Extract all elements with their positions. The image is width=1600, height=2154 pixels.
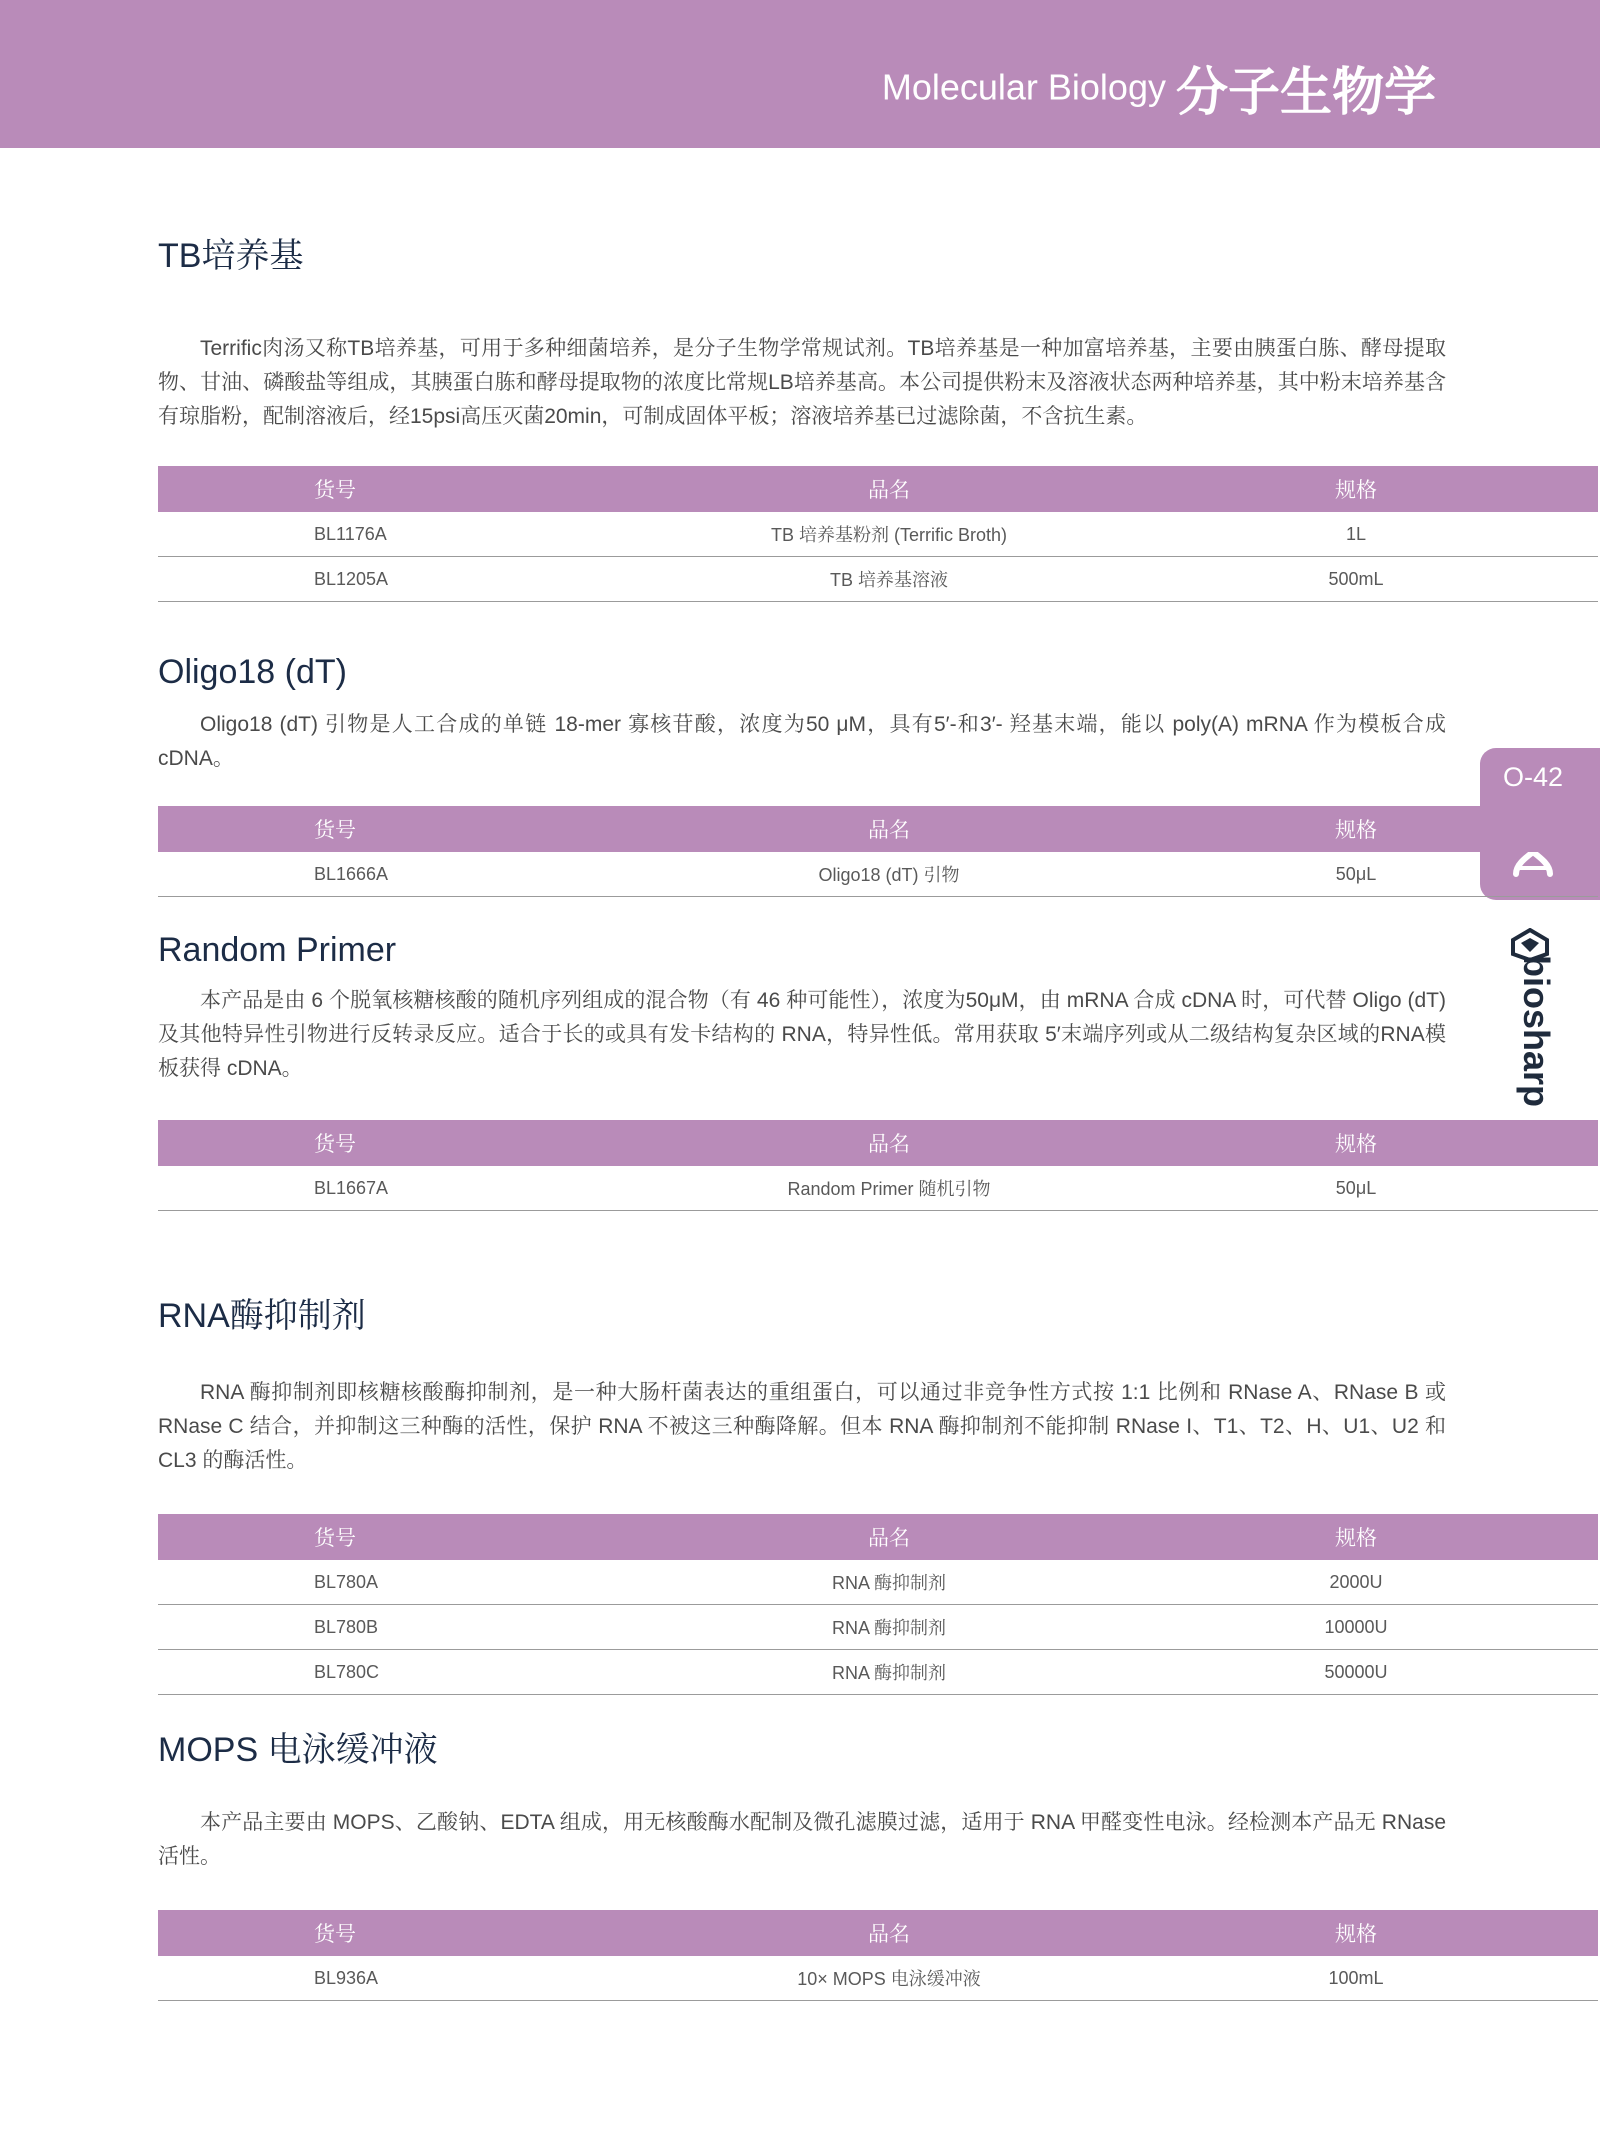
- col-spec-header: 规格: [1114, 466, 1598, 512]
- page-header: [0, 0, 1600, 148]
- cell-sku: BL780C: [158, 1650, 664, 1695]
- product-table: [158, 1120, 1598, 1211]
- cell-spec: 10000U: [1114, 1605, 1598, 1650]
- table-header-row: [158, 1514, 1598, 1560]
- table-row: [158, 1650, 1598, 1695]
- cell-sku: BL1176A: [158, 512, 664, 557]
- section-title: Random Primer: [158, 931, 397, 969]
- section-random-primer: [158, 930, 1446, 1211]
- cell-sku: BL780A: [158, 1560, 664, 1605]
- table-row: [158, 1166, 1598, 1211]
- cell-sku: BL1666A: [158, 852, 664, 897]
- section-mops-buffer: [158, 1730, 1446, 2001]
- col-sku-header: 货号: [158, 806, 664, 852]
- col-spec-header: 规格: [1114, 1514, 1598, 1560]
- section-title: MOPS 电泳缓冲液: [158, 1731, 438, 1769]
- cell-name: TB 培养基粉剂 (Terrific Broth): [664, 512, 1114, 557]
- header-title-en: Molecular Biology: [881, 66, 1166, 108]
- table-row: [158, 512, 1598, 557]
- section-title: Oligo18 (dT): [158, 653, 347, 691]
- col-sku-header: 货号: [158, 1514, 664, 1560]
- cell-sku: BL1667A: [158, 1166, 664, 1211]
- section-description: Oligo18 (dT) 引物是人工合成的单链 18-mer 寡核苷酸，浓度为50 μM，具有5′-和3′- 羟基末端，能以 poly(A) mRNA 作为模板合成 cDNA。: [158, 713, 1446, 770]
- product-table: [158, 806, 1598, 897]
- table-header-row: [158, 1910, 1598, 1956]
- col-name-header: 品名: [664, 466, 1114, 512]
- table-row: [158, 1560, 1598, 1605]
- section-description: Terrific肉汤又称TB培养基，可用于多种细菌培养，是分子生物学常规试剂。TB培养基是一种加富培养基，主要由胰蛋白胨、酵母提取物、甘油、磷酸盐等组成，其胰蛋白胨和酵母提取物的浓度比常规LB培养基高。本公司提供粉末及溶液状态两种培养基，其中粉末培养基含有琼脂粉，配制溶液后，经15psi高压灭菌20min，可制成固体平板；溶液培养基已过滤除菌，不含抗生素。: [158, 337, 1446, 428]
- table-row: [158, 557, 1598, 602]
- cell-name: RNA 酶抑制剂: [664, 1605, 1114, 1650]
- product-table: [158, 466, 1598, 602]
- cell-name: 10× MOPS 电泳缓冲液: [664, 1956, 1114, 2001]
- cell-sku: BL780B: [158, 1605, 664, 1650]
- cell-spec: 1L: [1114, 512, 1598, 557]
- col-name-header: 品名: [664, 806, 1114, 852]
- col-sku-header: 货号: [158, 1120, 664, 1166]
- table-row: [158, 852, 1598, 897]
- col-spec-header: 规格: [1114, 806, 1598, 852]
- cell-sku: BL936A: [158, 1956, 664, 2001]
- table-header-row: [158, 806, 1598, 852]
- product-table: [158, 1514, 1598, 1695]
- col-name-header: 品名: [664, 1120, 1114, 1166]
- page-number: O-42: [1502, 762, 1564, 792]
- header-title-zh: 分子生物学: [1175, 64, 1436, 122]
- header-title: [882, 50, 1436, 125]
- cell-name: RNA 酶抑制剂: [664, 1560, 1114, 1605]
- cell-spec: 500mL: [1114, 557, 1598, 602]
- cell-spec: 50μL: [1114, 1166, 1598, 1211]
- cell-name: TB 培养基溶液: [664, 557, 1114, 602]
- col-name-header: 品名: [664, 1514, 1114, 1560]
- section-tb-medium: [158, 236, 1446, 602]
- cell-spec: 50μL: [1114, 852, 1598, 897]
- table-row: [158, 1956, 1598, 2001]
- table-row: [158, 1605, 1598, 1650]
- col-sku-header: 货号: [158, 1910, 664, 1956]
- cell-spec: 50000U: [1114, 1650, 1598, 1695]
- cell-sku: BL1205A: [158, 557, 664, 602]
- cell-name: Oligo18 (dT) 引物: [664, 852, 1114, 897]
- brand-name: biosharp: [1516, 955, 1557, 1108]
- cell-name: Random Primer 随机引物: [664, 1166, 1114, 1211]
- col-spec-header: 规格: [1114, 1910, 1598, 1956]
- section-rna-inhibitor: [158, 1296, 1446, 1695]
- cell-spec: 2000U: [1114, 1560, 1598, 1605]
- section-description: 本产品主要由 MOPS、乙酸钠、EDTA 组成，用无核酸酶水配制及微孔滤膜过滤，适用于 RNA 甲醛变性电泳。经检测本产品无 RNase 活性。: [158, 1811, 1446, 1868]
- cell-name: RNA 酶抑制剂: [664, 1650, 1114, 1695]
- section-title: RNA酶抑制剂: [158, 1297, 366, 1335]
- section-description: RNA 酶抑制剂即核糖核酸酶抑制剂，是一种大肠杆菌表达的重组蛋白，可以通过非竞争性方式按 1:1 比例和 RNase A、RNase B 或 RNase C 结合，并抑制这三种酶的活性，保护 RNA 不被这三种酶降解。但本 RNA 酶抑制剂不能抑制 RNase I、T1、T2、H、U1、U2 和 CL3 的酶活性。: [158, 1381, 1446, 1472]
- section-description: 本产品是由 6 个脱氧核糖核酸的随机序列组成的混合物（有 46 种可能性），浓度为50μM，由 mRNA 合成 cDNA 时，可代替 Oligo (dT)及其他特异性引物进行反转录反应。适合于长的或具有发卡结构的 RNA，特异性低。常用获取 5′末端序列或从二级结构复杂区域的RNA模板获得 cDNA。: [158, 989, 1446, 1080]
- table-header-row: [158, 1120, 1598, 1166]
- section-title: TB培养基: [158, 237, 304, 275]
- col-spec-header: 规格: [1114, 1120, 1598, 1166]
- product-table: [158, 1910, 1598, 2001]
- cell-spec: 100mL: [1114, 1956, 1598, 2001]
- section-oligo18: [158, 652, 1446, 897]
- brand-logo: [1510, 928, 1560, 1108]
- table-header-row: [158, 466, 1598, 512]
- col-name-header: 品名: [664, 1910, 1114, 1956]
- col-sku-header: 货号: [158, 466, 664, 512]
